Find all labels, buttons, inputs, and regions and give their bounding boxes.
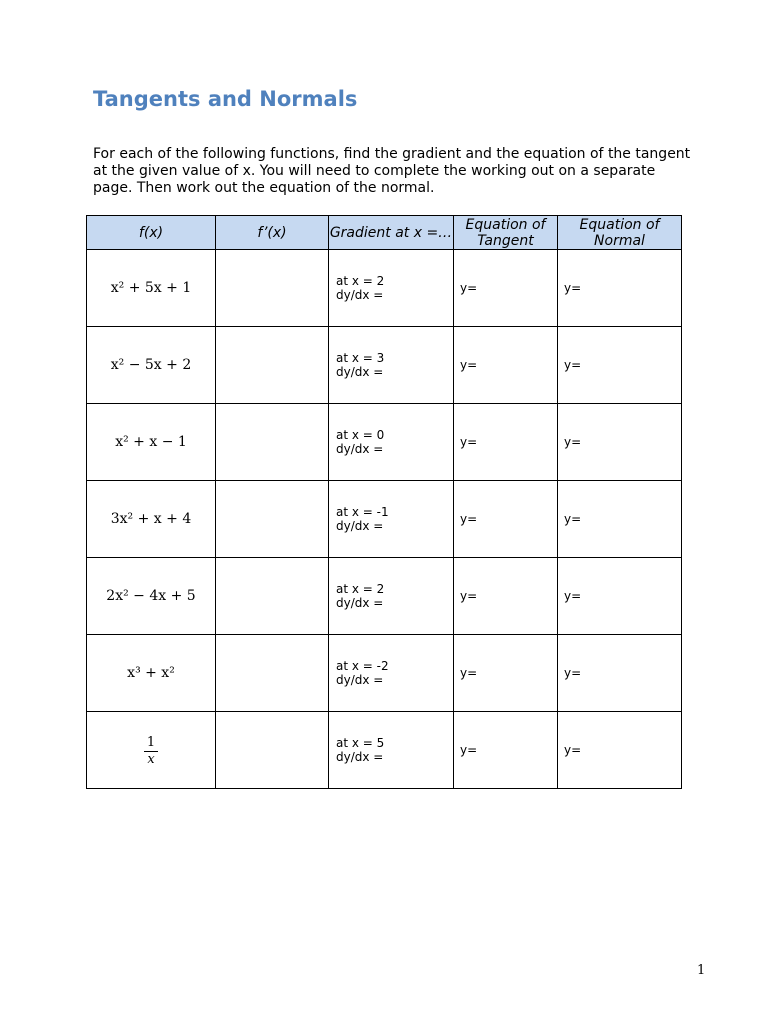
tangent-cell[interactable]: y= <box>454 481 558 558</box>
header-normal: Equation of Normal <box>558 216 682 250</box>
normal-cell[interactable]: y= <box>558 712 682 789</box>
derivative-cell[interactable] <box>216 558 329 635</box>
worksheet-table <box>86 215 682 789</box>
function-cell: x² + 5x + 1 <box>87 250 216 327</box>
dydx-label: dy/dx = <box>336 288 384 302</box>
table-row <box>87 712 682 789</box>
normal-cell[interactable]: y= <box>558 635 682 712</box>
dydx-label: dy/dx = <box>336 596 384 610</box>
x-value: at x = 5 <box>336 736 385 750</box>
x-value: at x = 2 <box>336 582 385 596</box>
dydx-label: dy/dx = <box>336 673 384 687</box>
derivative-cell[interactable] <box>216 404 329 481</box>
tangent-cell[interactable]: y= <box>454 404 558 481</box>
dydx-label: dy/dx = <box>336 519 384 533</box>
table-row <box>87 481 682 558</box>
function-cell: x² − 5x + 2 <box>87 327 216 404</box>
fraction <box>144 736 158 767</box>
tangent-cell[interactable]: y= <box>454 250 558 327</box>
tangent-cell[interactable]: y= <box>454 558 558 635</box>
x-value: at x = 0 <box>336 428 385 442</box>
fraction-numerator: 1 <box>144 736 158 752</box>
function-cell: x² + x − 1 <box>87 404 216 481</box>
x-value: at x = 3 <box>336 351 385 365</box>
normal-cell[interactable]: y= <box>558 481 682 558</box>
table-row <box>87 250 682 327</box>
header-fx: f(x) <box>87 216 216 250</box>
derivative-cell[interactable] <box>216 712 329 789</box>
dydx-label: dy/dx = <box>336 365 384 379</box>
function-cell <box>87 712 216 789</box>
table-row <box>87 327 682 404</box>
header-gradient: Gradient at x =… <box>329 216 454 250</box>
function-cell: 3x² + x + 4 <box>87 481 216 558</box>
gradient-cell <box>329 481 454 558</box>
gradient-cell <box>329 404 454 481</box>
page-title: Tangents and Normals <box>93 87 358 111</box>
gradient-cell <box>329 327 454 404</box>
x-value: at x = -2 <box>336 659 389 673</box>
gradient-cell <box>329 712 454 789</box>
gradient-cell <box>329 250 454 327</box>
derivative-cell[interactable] <box>216 327 329 404</box>
gradient-cell <box>329 635 454 712</box>
table-row <box>87 635 682 712</box>
dydx-label: dy/dx = <box>336 442 384 456</box>
derivative-cell[interactable] <box>216 250 329 327</box>
table-row <box>87 404 682 481</box>
page-number: 1 <box>697 963 706 978</box>
gradient-cell <box>329 558 454 635</box>
derivative-cell[interactable] <box>216 635 329 712</box>
header-tangent: Equation of Tangent <box>454 216 558 250</box>
dydx-label: dy/dx = <box>336 750 384 764</box>
fraction-denominator: x <box>147 751 155 767</box>
normal-cell[interactable]: y= <box>558 404 682 481</box>
normal-cell[interactable]: y= <box>558 250 682 327</box>
table-header-row <box>87 216 682 250</box>
tangent-cell[interactable]: y= <box>454 712 558 789</box>
tangent-cell[interactable]: y= <box>454 635 558 712</box>
table-row <box>87 558 682 635</box>
normal-cell[interactable]: y= <box>558 327 682 404</box>
header-derivative: f’(x) <box>216 216 329 250</box>
x-value: at x = -1 <box>336 505 389 519</box>
function-cell: 2x² − 4x + 5 <box>87 558 216 635</box>
instructions-paragraph: For each of the following functions, find the gradient and the equation of the tangent at the given value of x. You will need to complete the working out on a separate page. Then work out the equation of the normal. <box>93 146 691 196</box>
x-value: at x = 2 <box>336 274 385 288</box>
normal-cell[interactable]: y= <box>558 558 682 635</box>
derivative-cell[interactable] <box>216 481 329 558</box>
function-cell: x³ + x² <box>87 635 216 712</box>
tangent-cell[interactable]: y= <box>454 327 558 404</box>
